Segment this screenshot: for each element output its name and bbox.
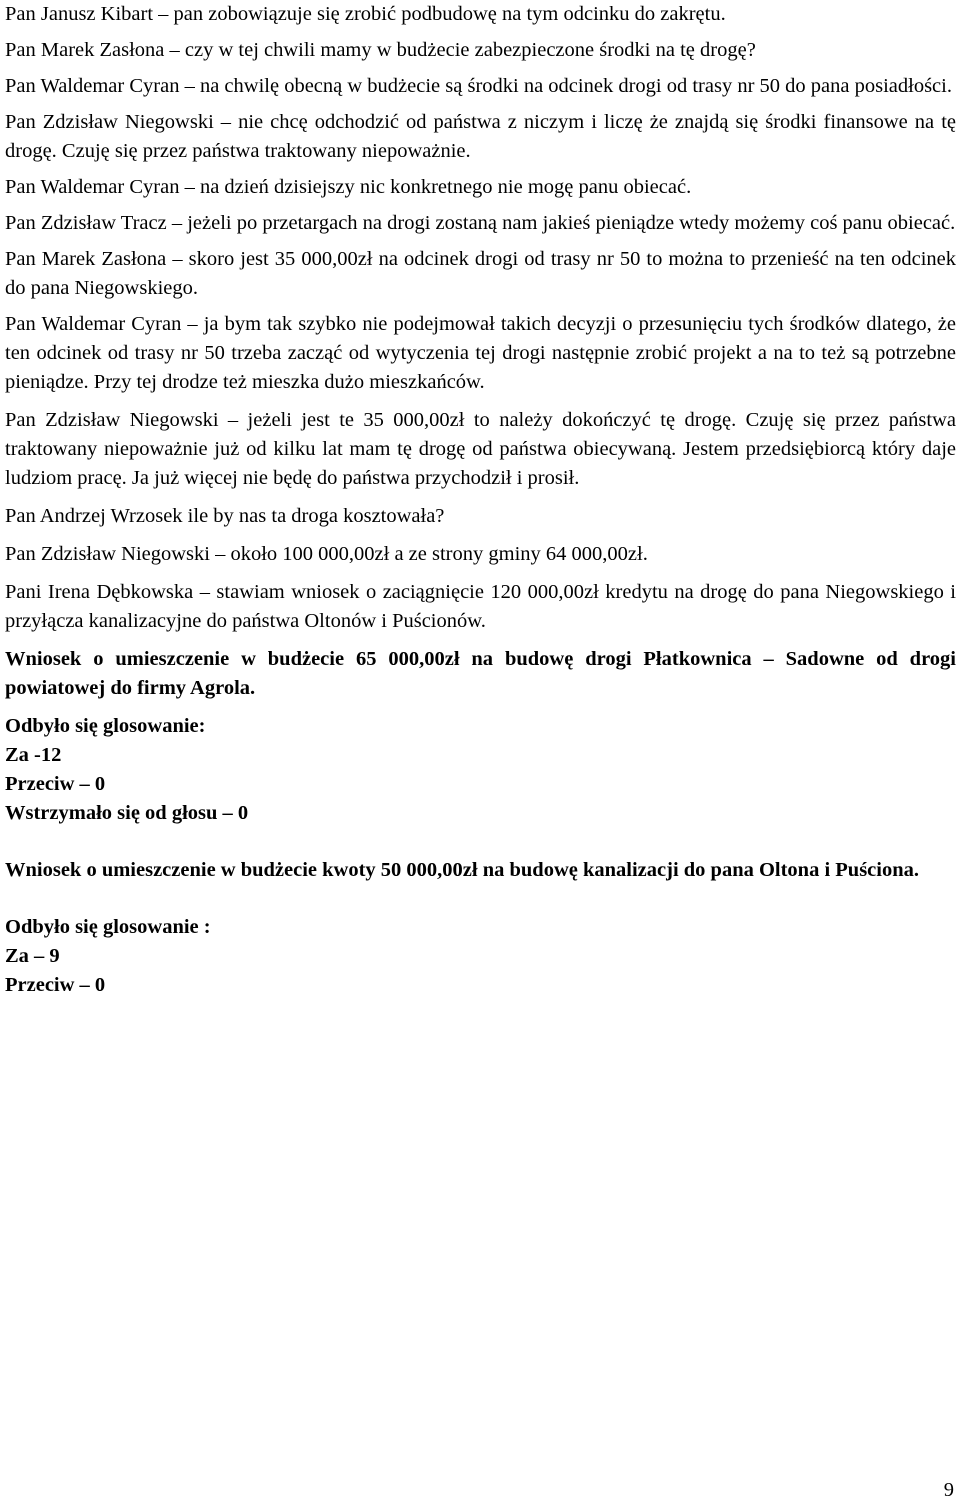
paragraph-cyran-decision: Pan Waldemar Cyran – ja bym tak szybko nie podejmował takich decyzji o przesunięciu tych środków dlatego, że ten odcinek od trasy nr 50 trzeba zacząć od wytyczenia tej drogi następnie zrobić projekt a na to też są potrzebne pieniądze. Przy tej drodze też mieszka dużo mieszkańców.: [5, 313, 956, 393]
motion-2-vote: [5, 913, 956, 1000]
paragraph-tracz: Pan Zdzisław Tracz – jeżeli po przetargach na drogi zostaną nam jakieś pieniądze wtedy możemy coś panu obiecać.: [5, 212, 956, 234]
paragraph-zaslona-question: Pan Marek Zasłona – czy w tej chwili mamy w budżecie zabezpieczone środki na tę drogę?: [5, 39, 756, 61]
motion-1-vote-for: Za -12: [5, 744, 62, 766]
motion-1-vote: [5, 712, 956, 828]
motion-2-vote-for: Za – 9: [5, 945, 60, 967]
motion-1-vote-abstain: Wstrzymało się od głosu – 0: [5, 802, 249, 824]
paragraph-debkowska: Pani Irena Dębkowska – stawiam wniosek o zaciągnięcie 120 000,00zł kredytu na drogę do pana Niegowskiego i przyłącza kanalizacyjne do państwa Oltonów i Puścionów.: [5, 581, 956, 632]
motion-2-vote-against: Przeciw – 0: [5, 974, 106, 996]
paragraph-niegowski-funds: Pan Zdzisław Niegowski – nie chcę odchodzić od państwa z niczym i liczę że znajdą się środki finansowe na tę drogę. Czuję się przez państwa traktowany niepoważnie.: [5, 111, 956, 162]
motion-1-text: Wniosek o umieszczenie w budżecie 65 000,00zł na budowę drogi Płatkownica – Sadowne od drogi powiatowej do firmy Agrola.: [5, 648, 956, 699]
motion-2-vote-heading: Odbyło się glosowanie :: [5, 916, 211, 938]
motion-1-vote-against: Przeciw – 0: [5, 773, 106, 795]
motion-2-text: Wniosek o umieszczenie w budżecie kwoty 50 000,00zł na budowę kanalizacji do pana Oltona i Puściona.: [5, 859, 920, 881]
paragraph-cyran-budget: Pan Waldemar Cyran – na chwilę obecną w budżecie są środki na odcinek drogi od trasy nr 50 do pana posiadłości.: [5, 75, 952, 97]
paragraph-zaslona-transfer: Pan Marek Zasłona – skoro jest 35 000,00zł na odcinek drogi od trasy nr 50 to można to przenieść na ten odcinek do pana Niegowskiego.: [5, 248, 956, 299]
document-page: [5, 0, 956, 1000]
paragraph-kibart: Pan Janusz Kibart – pan zobowiązuje się zrobić podbudowę na tym odcinku do zakrętu.: [5, 3, 726, 25]
paragraph-wrzosek: Pan Andrzej Wrzosek ile by nas ta droga kosztowała?: [5, 505, 445, 527]
paragraph-niegowski-complete: Pan Zdzisław Niegowski – jeżeli jest te 35 000,00zł to należy dokończyć tę drogę. Czuję się przez państwa traktowany niepoważnie już od kilku lat mam tę drogę od państwa obiecywaną. Jestem przedsiębiorcą który daje ludziom pracę. Ja już więcej nie będę do państwa przychodził i prosił.: [5, 409, 956, 489]
paragraph-niegowski-cost: Pan Zdzisław Niegowski – około 100 000,00zł a ze strony gminy 64 000,00zł.: [5, 543, 648, 565]
page-number: 9: [943, 1479, 954, 1501]
paragraph-cyran-promise: Pan Waldemar Cyran – na dzień dzisiejszy nic konkretnego nie mogę panu obiecać.: [5, 176, 692, 198]
motion-1-vote-heading: Odbyło się glosowanie:: [5, 715, 206, 737]
